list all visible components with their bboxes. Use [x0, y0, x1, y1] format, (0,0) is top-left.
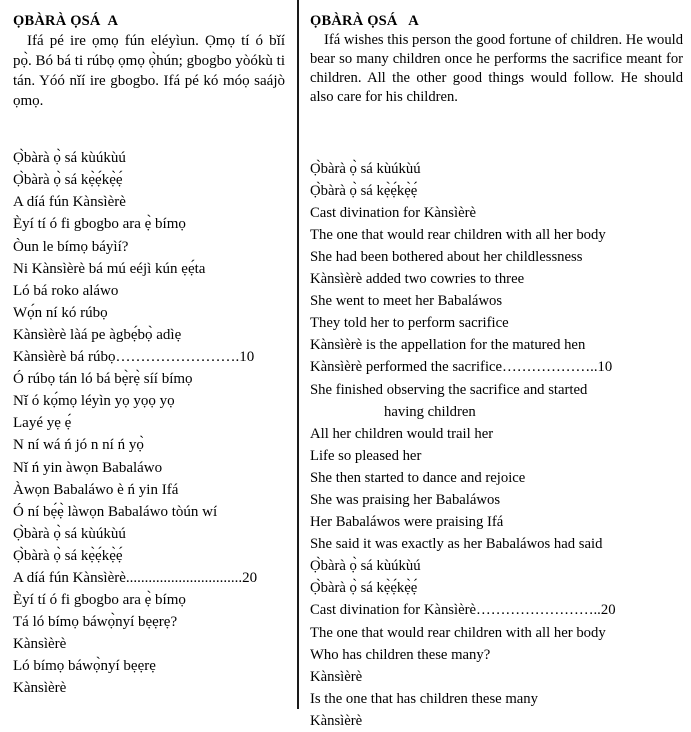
- verse-line: A díá fún Kànsìèrè...............................20: [13, 569, 258, 586]
- right-column-intro: Ifá wishes this person the good fortune of children. He would bear so many children once he performs the sacrifice meant for children. All the other good things would follow. He should also care for his children.: [310, 32, 683, 106]
- verse-line: Kànsìèrè: [13, 680, 67, 697]
- verse-line: Ọ̀bàrà ọ̀ sá kùúkùú: [310, 558, 421, 575]
- left-column-spacer: [13, 111, 285, 147]
- right-column-spacer: [310, 108, 683, 158]
- right-column-heading: ỌBÀRÀ ỌSÁ A: [310, 13, 419, 29]
- verse-line: She went to meet her Babaláwos: [310, 293, 503, 310]
- verse-line: Òun le bímọ báyìí?: [13, 238, 129, 255]
- verse-line: Kànsìèrè performed the sacrifice………………..10: [310, 359, 613, 376]
- verse-line: Àwọn Babaláwo è ń yin Ifá: [13, 481, 179, 498]
- verse-line: She finished observing the sacrifice and started: [310, 381, 588, 398]
- verse-line: She said it was exactly as her Babaláwos had said: [310, 536, 603, 553]
- yoruba-column: [0, 0, 297, 700]
- verse-line: Ọ̀bàrà ọ̀ sá kẹ̀ẹ́kẹ̀ẹ́: [310, 182, 418, 199]
- verse-line: having children: [384, 403, 476, 420]
- verse-line: Ọ̀bàrà ọ̀ sá kẹ̀ẹ́kẹ̀ẹ́: [310, 580, 418, 597]
- left-column-verse: [13, 147, 285, 699]
- verse-line: A díá fún Kànsìèrè: [13, 194, 126, 211]
- verse-line: Wọ́n ní kó rúbọ: [13, 304, 108, 321]
- verse-line: Tá ló bímọ báwọ̀nyí bẹẹrẹ?: [13, 614, 178, 631]
- verse-line: Is the one that has children these many: [310, 690, 538, 707]
- verse-line: Kànsìèrè: [310, 712, 363, 729]
- verse-line: Nǐ ń yin àwọn Babaláwo: [13, 459, 163, 476]
- verse-line: She had been bothered about her childlessness: [310, 248, 583, 265]
- verse-line: Kànsìèrè bá rúbọ…………………….10: [13, 349, 255, 366]
- verse-line: Life so pleased her: [310, 447, 422, 464]
- verse-line: Ọ̀bàrà ọ̀ sá kùúkùú: [13, 525, 126, 542]
- verse-line: Ló bímọ báwọ̀nyí bẹẹrẹ: [13, 658, 156, 675]
- verse-line: Layé yẹ ẹ́: [13, 415, 72, 432]
- verse-line: Kànsìèrè: [13, 636, 67, 653]
- verse-line: Ọ̀bàrà ọ̀ sá kùúkùú: [310, 160, 421, 177]
- verse-line: Ọ̀bàrà ọ̀ sá kẹ̀ẹ́kẹ̀ẹ́: [13, 172, 123, 189]
- verse-line: Cast divination for Kànsìèrè: [310, 204, 477, 221]
- verse-line: Ni Kànsìèrè bá mú eéjì kún ẹẹ́ta: [13, 260, 206, 277]
- verse-line: Cast divination for Kànsìèrè……………………..20: [310, 602, 616, 619]
- verse-line: The one that would rear children with all her body: [310, 226, 606, 243]
- verse-line: She was praising her Babaláwos: [310, 491, 501, 508]
- verse-line: Kànsìèrè làá pe àgbẹ́bọ̀ adìẹ: [13, 326, 182, 343]
- verse-line: Ó ní bẹ́ẹ̀ làwọn Babaláwo tòún wí: [13, 503, 218, 520]
- verse-line: She then started to dance and rejoice: [310, 469, 526, 486]
- verse-line: They told her to perform sacrifice: [310, 315, 509, 332]
- right-column-verse: [310, 158, 683, 732]
- verse-line: Èyí tí ó fi gbogbo ara ẹ̀ bímọ: [13, 592, 186, 609]
- verse-line: Ọ̀bàrà ọ̀ sá kẹ̀ẹ́kẹ̀ẹ́: [13, 547, 123, 564]
- verse-line: Who has children these many?: [310, 646, 491, 663]
- english-column: [302, 0, 691, 732]
- verse-line: Kànsìèrè is the appellation for the matured hen: [310, 337, 586, 354]
- verse-line: Ọ̀bàrà ọ̀ sá kùúkùú: [13, 150, 126, 167]
- verse-line: Nǐ ó kọ́mọ léyìn yọ yọọ yọ: [13, 393, 175, 410]
- verse-line: Ó rúbọ tán ló bá bẹ̀rẹ̀ síí bímọ: [13, 371, 193, 388]
- verse-line: N ní wá ń jó n ní ń yọ̀: [13, 437, 144, 454]
- verse-line: Kànsìèrè added two cowries to three: [310, 271, 525, 288]
- verse-line: Èyí tí ó fi gbogbo ara ẹ̀ bímọ: [13, 216, 186, 233]
- verse-line: Kànsìèrè: [310, 668, 363, 685]
- left-column-intro: Ifá pé ire ọmọ fún eléyìun. Ọmọ tí ó bǐí pọ̀. Bó bá ti rúbọ ọmọ ọ̀hún; gbogbo yòókù ti tán. Yóó nǐí ire gbogbo. Ifá pé kó móọ saájò ọmọ.: [13, 33, 285, 110]
- verse-line: All her children would trail her: [310, 425, 494, 442]
- column-divider: [297, 0, 299, 709]
- verse-line: The one that would rear children with all her body: [310, 624, 606, 641]
- verse-line: Ló bá roko aláwo: [13, 282, 119, 299]
- verse-line: Her Babaláwos were praising Ifá: [310, 514, 504, 531]
- left-column-heading: ỌBÀRÀ ỌSÁ A: [13, 13, 119, 29]
